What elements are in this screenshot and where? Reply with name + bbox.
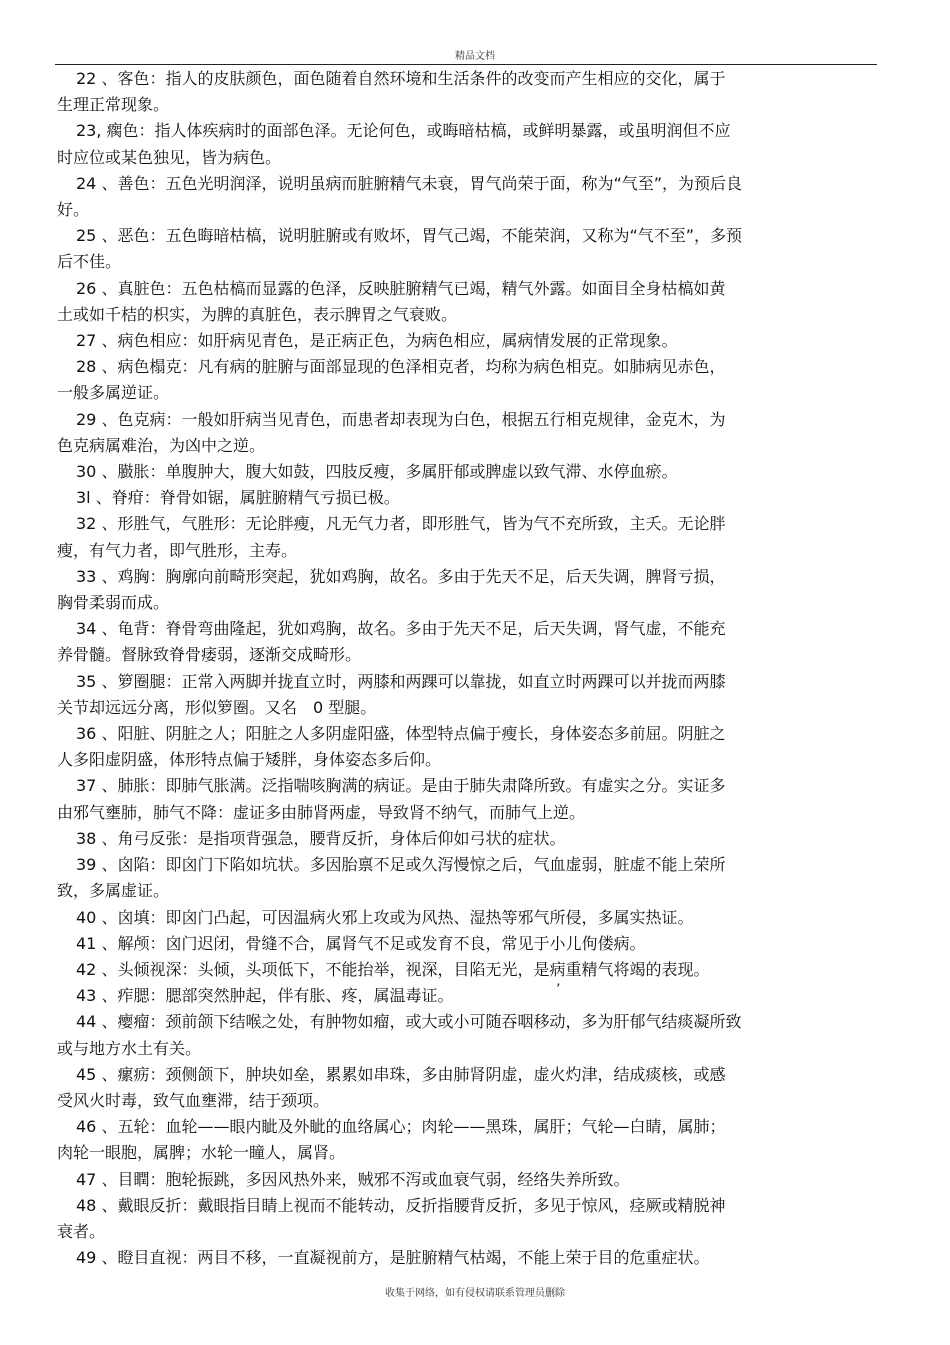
glossary-entry — [57, 852, 857, 904]
entry-first-line: 35 、箩圈腿：正常入两脚并拢直立时，两膝和两踝可以靠拢，如直立时两踝可以并拢而两膝 — [76, 671, 726, 691]
entry-first-line: 47 、目瞤：胞轮振跳，多因风热外来，贼邪不泻或血衰气弱，经络失养所致。 — [76, 1169, 630, 1189]
entry-first-line: 38 、角弓反张：是指项背强急，腰背反折，身体后仰如弓状的症状。 — [76, 828, 566, 848]
entry-first-line: 36 、阳脏、阴脏之人；阳脏之人多阴虚阳盛，体型特点偏于瘦长，身体姿态多前屈。阴脏之 — [76, 724, 726, 744]
glossary-entry — [57, 118, 857, 170]
glossary-entry — [57, 1167, 857, 1193]
entry-first-line: 40 、囟填：即囟门凸起，可因温病火邪上攻或为风热、湿热等邪气所侵，多属实热证。 — [76, 907, 694, 927]
entry-first-line: 49 、瞪目直视：两目不移，一直凝视前方，是脏腑精气枯竭，不能上荣于目的危重症状。 — [76, 1248, 710, 1268]
entry-continuation-line: 土或如千桔的枳实，为脾的真脏色，表示脾胃之气衰败。 — [57, 304, 458, 324]
entry-continuation-line: 一般多属逆证。 — [57, 383, 170, 403]
entry-first-line: 23, 瘸色：指人体疾病时的面部色泽。无论何色，或晦暗枯槁，或鲜明暴露，或虽明润但不应 — [76, 121, 731, 141]
glossary-entry — [57, 826, 857, 852]
entry-first-line: 45 、瘰疬：颈侧颌下，肿块如垒，累累如串珠，多由肺肾阴虚，虚火灼津，结成痰核，或感 — [76, 1064, 726, 1084]
glossary-entry — [57, 564, 857, 616]
glossary-entry — [57, 669, 857, 721]
entry-first-line: 46 、五轮：血轮——眼内眦及外眦的血络属心；肉轮——黑珠，属肝；气轮—白睛，属肺； — [76, 1117, 726, 1137]
entry-first-line: 24 、善色：五色光明润泽，说明虽病而脏腑精气未衰，胃气尚荣于面，称为“气至”，为预后良 — [76, 173, 743, 193]
header-divider — [55, 64, 877, 65]
entry-first-line: 26 、真脏色：五色枯槁而显露的色泽，反映脏腑精气已竭，精气外露。如面目全身枯槁如黄 — [76, 278, 726, 298]
entry-continuation-line: 时应位或某色独见，皆为病色。 — [57, 147, 282, 167]
glossary-entry — [57, 1062, 857, 1114]
entry-first-line: 41 、解颅：囟门迟闭，骨缝不合，属肾气不足或发育不良，常见于小儿佝偻病。 — [76, 933, 646, 953]
glossary-entry — [57, 721, 857, 773]
glossary-entry — [57, 773, 857, 825]
entry-continuation-line: 后不佳。 — [57, 252, 122, 272]
glossary-entry — [57, 407, 857, 459]
entry-first-line: 32 、形胜气，气胜形：无论胖瘦，凡无气力者，即形胜气，皆为气不充所致，主夭。无论胖 — [76, 514, 726, 534]
page-footer: 收集于网络，如有侵权请联系管理员删除 — [385, 1288, 565, 1299]
glossary-entry — [57, 354, 857, 406]
entry-continuation-line: 胸骨柔弱而成。 — [57, 593, 170, 613]
entry-continuation-line: 致，多属虚证。 — [57, 881, 170, 901]
entry-first-line: 42 、头倾视深：头倾，头项低下，不能抬举，视深，目陷无光，是病重精气将竭的表现。 — [76, 959, 710, 979]
document-body — [57, 66, 857, 1271]
entry-continuation-line: 关节却远远分离，形似箩圈。又名 0 型腿。 — [57, 697, 377, 717]
glossary-entry — [57, 616, 857, 668]
entry-first-line: 28 、病色榻克：凡有病的脏腑与面部显现的色泽相克者，均称为病色相克。如肺病见赤色， — [76, 357, 726, 377]
glossary-entry — [57, 171, 857, 223]
entry-first-line: 27 、病色相应：如肝病见青色，是正病正色，为病色相应，属病情发展的正常现象。 — [76, 331, 678, 351]
glossary-entry — [57, 276, 857, 328]
entry-first-line: 39 、囟陷：即囟门下陷如坑状。多因胎禀不足或久泻慢惊之后，气血虚弱，脏虚不能上荣所 — [76, 855, 726, 875]
glossary-entry — [57, 66, 857, 118]
glossary-entry — [57, 459, 857, 485]
entry-first-line: 29 、色克病：一般如肝病当见青色，而患者却表现为白色，根据五行相克规律，金克木，为 — [76, 409, 726, 429]
glossary-entry — [57, 328, 857, 354]
entry-continuation-line: 养骨髓。督脉致脊骨痿弱，逐渐交成畸形。 — [57, 645, 362, 665]
glossary-entry — [57, 1193, 857, 1245]
entry-first-line: 37 、肺胀：即肺气胀满。泛指喘咳胸满的病证。是由于肺失肃降所致。有虚实之分。实证多 — [76, 776, 726, 796]
glossary-entry — [57, 931, 857, 957]
entry-first-line: 34 、龟背：脊骨弯曲隆起，犹如鸡胸，故名。多由于先天不足，后天失调，肾气虚，不能充 — [76, 619, 726, 639]
entry-continuation-line: 衰者。 — [57, 1221, 106, 1241]
entry-continuation-line: 生理正常现象。 — [57, 95, 170, 115]
glossary-entry — [57, 983, 857, 1009]
entry-continuation-line: 瘦，有气力者，即气胜形，主寿。 — [57, 540, 298, 560]
entry-continuation-line: 由邪气壅肺，肺气不降：虚证多由肺肾两虚，导致肾不纳气，而肺气上逆。 — [57, 802, 586, 822]
entry-first-line: 3l 、脊疳：脊骨如锯，属脏腑精气亏损已极。 — [76, 488, 400, 508]
entry-first-line: 33 、鸡胸：胸廓向前畸形突起，犹如鸡胸，故名。多由于先天不足，后天失调，脾肾亏损， — [76, 566, 726, 586]
glossary-entry — [57, 957, 857, 983]
glossary-entry — [57, 1114, 857, 1166]
entry-first-line: 22 、客色：指人的皮肤颜色，面色随着自然环境和生活条件的改变而产生相应的交化，属于 — [76, 69, 726, 88]
entry-continuation-line: 好。 — [57, 200, 90, 220]
entry-first-line: 30 、臌胀：单腹肿大，腹大如鼓，四肢反瘦，多属肝郁或脾虚以致气滞、水停血瘀。 — [76, 462, 678, 482]
entry-continuation-line: 人多阳虚阴盛，体形特点偏于矮胖，身体姿态多后仰。 — [57, 750, 442, 770]
entry-continuation-line: 肉轮一眼胞，属脾；水轮一瞳人，属肾。 — [57, 1143, 346, 1163]
entry-continuation-line: 或与地方水土有关。 — [57, 1038, 202, 1058]
stray-mark: ’ — [556, 982, 561, 998]
entry-first-line: 44 、瘿瘤：颈前颌下结喉之处，有肿物如瘤，或大或小可随吞咽移动，多为肝郁气结痰凝所致 — [76, 1012, 742, 1032]
entry-first-line: 25 、恶色：五色晦暗枯槁，说明脏腑或有败坏，胃气己竭，不能荣润，又称为“气不至”，多预 — [76, 226, 743, 246]
glossary-entry — [57, 1009, 857, 1061]
page-header: 精品文档 — [455, 51, 495, 62]
glossary-entry — [57, 511, 857, 563]
glossary-entry — [57, 223, 857, 275]
glossary-entry — [57, 485, 857, 511]
glossary-entry — [57, 1245, 857, 1271]
glossary-entry — [57, 905, 857, 931]
entry-first-line: 48 、戴眼反折：戴眼指目睛上视而不能转动，反折指腰背反折，多见于惊风，痉厥或精脱神 — [76, 1195, 726, 1215]
entry-continuation-line: 受风火时毒，致气血壅滞，结于颈项。 — [57, 1090, 330, 1110]
entry-continuation-line: 色克病属难治，为凶中之逆。 — [57, 435, 266, 455]
entry-first-line: 43 、痄腮：腮部突然肿起，伴有胀、疼，属温毒证。 — [76, 986, 454, 1006]
